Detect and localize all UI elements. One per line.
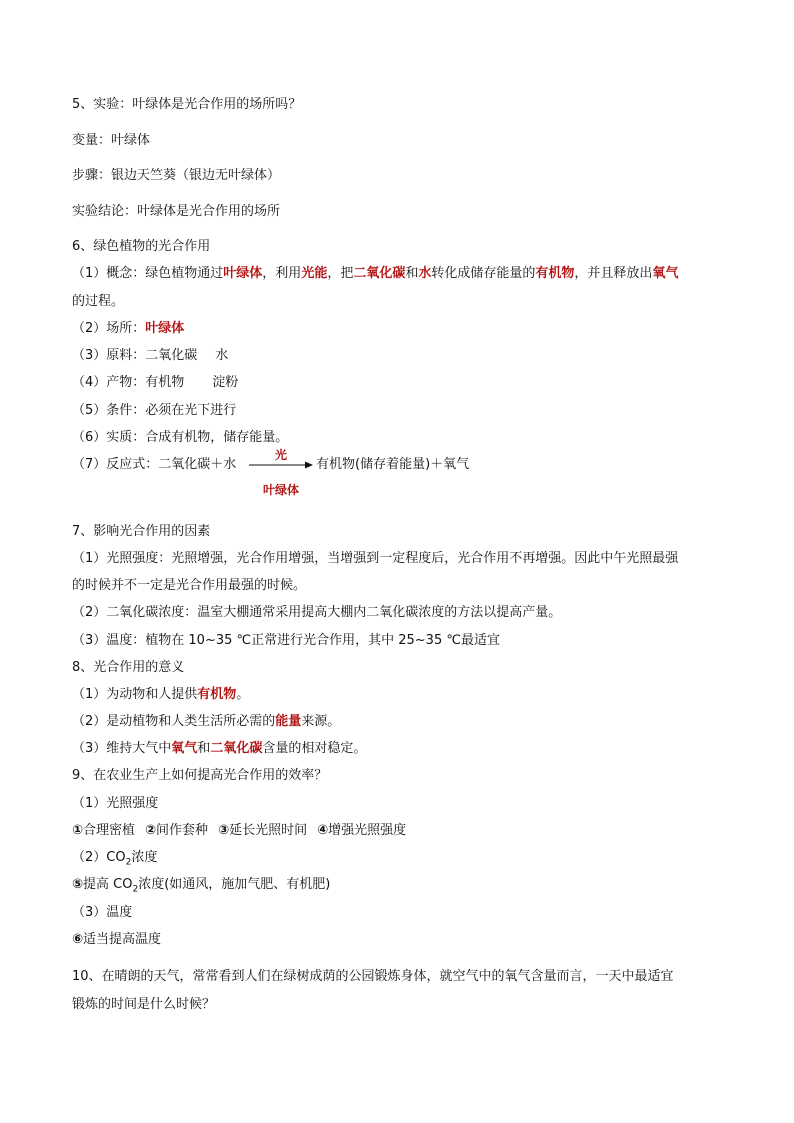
item-text: 。 bbox=[236, 687, 250, 702]
number-2: ② bbox=[145, 823, 157, 838]
measure-6: 适当提高温度 bbox=[83, 932, 162, 947]
section-9-co2-measure bbox=[72, 876, 330, 899]
item-text: （1）为动物和人提供 bbox=[72, 687, 198, 702]
section-8-item-1 bbox=[72, 686, 249, 704]
measure-4: 增强光照强度 bbox=[328, 823, 407, 838]
section-9-title: 9、在农业生产上如何提高光合作用的效率？ bbox=[72, 768, 328, 783]
concept-text: 和 bbox=[405, 266, 419, 281]
section-9-light-measures bbox=[72, 822, 406, 840]
section-8-title: 8、光合作用的意义 bbox=[72, 660, 185, 675]
item-highlight-organic: 有机物 bbox=[197, 687, 237, 702]
section-9-temperature-measure bbox=[72, 931, 161, 949]
site-value: 叶绿体 bbox=[145, 321, 185, 336]
section-6-title: 6、绿色植物的光合作用 bbox=[72, 239, 211, 254]
section-8-item-3 bbox=[72, 740, 366, 758]
section-5-title: 5、实验：叶绿体是光合作用的场所吗？ bbox=[72, 97, 302, 112]
concept-text: ，并且释放出 bbox=[574, 266, 653, 281]
concept-highlight-oxygen: 氧气 bbox=[652, 266, 679, 281]
section-10-line2: 锻炼的时间是什么时候？ bbox=[72, 997, 216, 1012]
concept-text: 转化成储存能量的 bbox=[431, 266, 536, 281]
products-label: （4）产物：有机物 bbox=[72, 375, 185, 390]
item-text: 和 bbox=[197, 741, 211, 756]
section-6-essence: （6）实质：合成有机物，储存能量。 bbox=[72, 430, 289, 445]
section-6-materials bbox=[72, 347, 228, 365]
item-text: 来源。 bbox=[301, 714, 341, 729]
section-5-variable: 变量：叶绿体 bbox=[72, 133, 151, 148]
number-1: ① bbox=[72, 823, 84, 838]
measure-2: 间作套种 bbox=[156, 823, 209, 838]
co2-label: （2）CO bbox=[72, 850, 126, 865]
section-7-light-line1: （1）光照强度：光照增强，光合作用增强，当增强到一定程度后，光合作用不再增强。因此中午光照最强 bbox=[72, 551, 679, 566]
number-5: ⑤ bbox=[72, 877, 84, 892]
number-3: ③ bbox=[218, 823, 230, 838]
section-8-item-2 bbox=[72, 713, 340, 731]
section-7-co2: （2）二氧化碳浓度：温室大棚通常采用提高大棚内二氧化碳浓度的方法以提高产量。 bbox=[72, 605, 562, 620]
materials-label: （3）原料：二氧化碳 bbox=[72, 348, 198, 363]
concept-text: （1）概念：绿色植物通过 bbox=[72, 266, 224, 281]
concept-highlight-co2: 二氧化碳 bbox=[353, 266, 406, 281]
co2-label-end: 浓度 bbox=[131, 850, 158, 865]
section-9-temperature: （3）温度 bbox=[72, 905, 133, 920]
item-text: （3）维持大气中 bbox=[72, 741, 172, 756]
materials-water: 水 bbox=[215, 348, 229, 363]
section-9-light: （1）光照强度 bbox=[72, 796, 159, 811]
measure-5: 提高 CO bbox=[83, 877, 133, 892]
measure-1: 合理密植 bbox=[83, 823, 136, 838]
section-9-co2 bbox=[72, 849, 157, 872]
arrow-condition-light: 光 bbox=[274, 448, 287, 462]
section-10-line1: 10、在晴朗的天气，常常看到人们在绿树成荫的公园锻炼身体，就空气中的氧气含量而言，一天中最适宜 bbox=[72, 969, 674, 984]
section-6-concept-end: 的过程。 bbox=[72, 294, 125, 309]
concept-text: ，把 bbox=[327, 266, 354, 281]
products-starch: 淀粉 bbox=[212, 375, 239, 390]
section-7-light-line2: 的时候并不一定是光合作用最强的时候。 bbox=[72, 578, 307, 593]
section-5-steps: 步骤：银边天竺葵（银边无叶绿体） bbox=[72, 168, 281, 183]
section-6-equation-right: 有机物(储存着能量)＋氧气 bbox=[316, 457, 470, 472]
item-text: 含量的相对稳定。 bbox=[262, 741, 367, 756]
measure-3: 延长光照时间 bbox=[229, 823, 308, 838]
number-6: ⑥ bbox=[72, 932, 84, 947]
concept-highlight-organic: 有机物 bbox=[535, 266, 575, 281]
item-highlight-co2: 二氧化碳 bbox=[210, 741, 263, 756]
concept-highlight-light-energy: 光能 bbox=[301, 266, 328, 281]
measure-5-end: 浓度(如通风，施加气肥、有机肥) bbox=[138, 877, 331, 892]
section-6-products bbox=[72, 374, 238, 392]
co2-subscript: 2 bbox=[132, 884, 139, 895]
arrow-condition-chloroplast: 叶绿体 bbox=[262, 483, 299, 497]
number-4: ④ bbox=[317, 823, 329, 838]
concept-text: ，利用 bbox=[262, 266, 302, 281]
section-5-conclusion: 实验结论：叶绿体是光合作用的场所 bbox=[72, 204, 281, 219]
section-6-equation-left: （7）反应式：二氧化碳＋水 bbox=[72, 457, 237, 472]
arrow-right-icon bbox=[249, 460, 313, 470]
section-7-title: 7、影响光合作用的因素 bbox=[72, 524, 211, 539]
reaction-arrow bbox=[249, 448, 313, 500]
concept-highlight-water: 水 bbox=[418, 266, 432, 281]
section-6-site bbox=[72, 320, 184, 338]
section-6-concept bbox=[72, 265, 678, 283]
item-highlight-energy: 能量 bbox=[275, 714, 302, 729]
section-6-condition: （5）条件：必须在光下进行 bbox=[72, 403, 237, 418]
co2-subscript: 2 bbox=[125, 857, 132, 868]
concept-highlight-chloroplast: 叶绿体 bbox=[223, 266, 263, 281]
site-label: （2）场所： bbox=[72, 321, 146, 336]
section-7-temperature: （3）温度：植物在 10~35 ℃正常进行光合作用，其中 25~35 ℃最适宜 bbox=[72, 633, 500, 648]
item-highlight-oxygen: 氧气 bbox=[171, 741, 198, 756]
item-text: （2）是动植物和人类生活所必需的 bbox=[72, 714, 276, 729]
